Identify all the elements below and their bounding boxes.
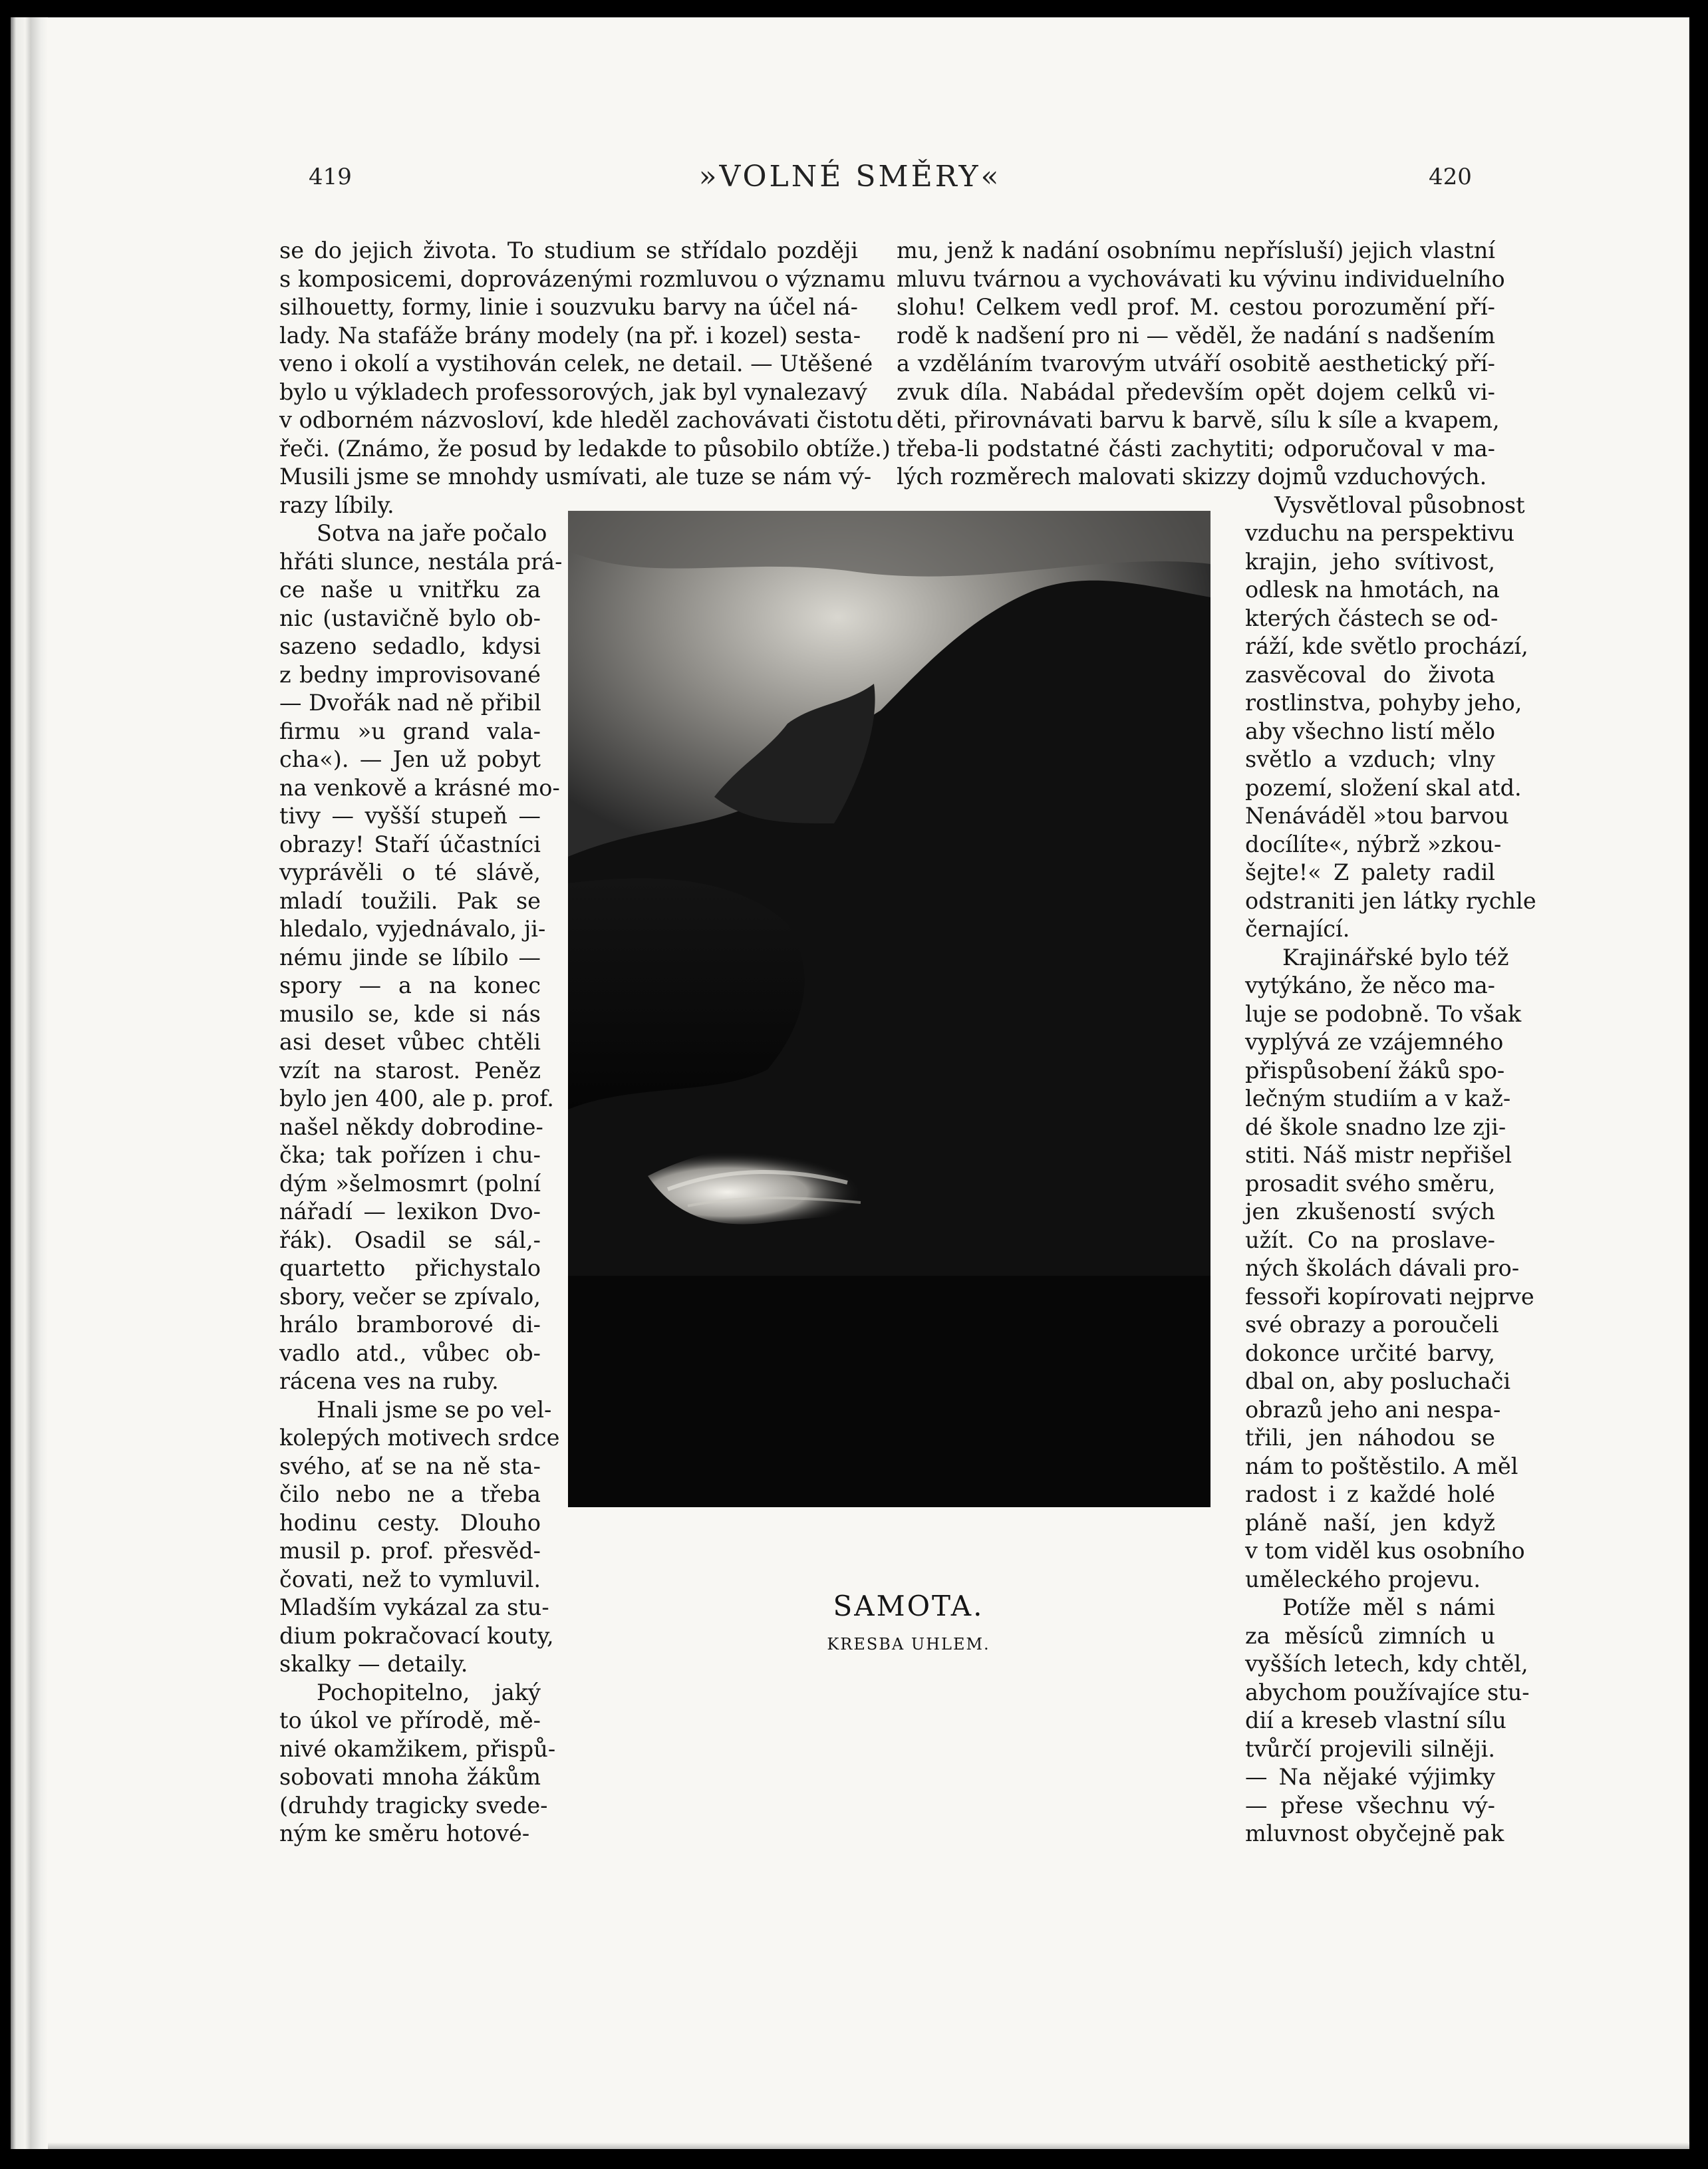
text-line: tvůrčí projevili silněji. — [1245, 1735, 1495, 1762]
text-line: stiti. Náš mistr nepřišel — [1245, 1142, 1512, 1168]
text-line: rostlinstva, pohyby jeho, — [1245, 690, 1522, 716]
text-line: odstraniti jen látky rychle — [1245, 887, 1536, 914]
page-number-left: 419 — [309, 164, 352, 190]
text-line: dé škole snadno lze zji- — [1245, 1113, 1506, 1140]
text-line: Vysvětloval působnost — [1274, 492, 1525, 518]
text-line: Sotva na jaře počalo — [317, 520, 547, 546]
text-line: zvuk díla. Nabádal především opět dojem celků vi- — [897, 378, 1495, 405]
text-line: mu, jenž k nadání osobnímu nepřísluší) jejich vlastní — [897, 237, 1495, 263]
text-line: řeči. (Známo, že posud by ledakde to působilo obtíže.) — [279, 435, 891, 462]
text-line: firmu »u grand vala- — [279, 718, 541, 744]
text-line: ráží, kde světlo prochází, — [1245, 633, 1528, 659]
text-line: Mladším vykázal za stu- — [279, 1594, 549, 1620]
text-line: děti, přirovnávati barvu k barvě, sílu k síle a kvapem, — [897, 407, 1500, 433]
text-line: Krajinářské bylo též — [1282, 944, 1509, 970]
text-line: pláně naší, jen když — [1245, 1509, 1495, 1536]
text-line: sazeno sedadlo, kdysi — [279, 633, 541, 659]
text-line: na venkově a krásné mo- — [279, 774, 560, 801]
text-line: šejte!« Z palety radil — [1245, 859, 1495, 885]
text-line: — Na nějaké výjimky — [1245, 1764, 1495, 1790]
text-line: mladí toužili. Pak se — [279, 887, 541, 914]
text-line: a vzděláním tvarovým utváří osobitě aesthetický pří- — [897, 351, 1495, 376]
text-line: odlesk na hmotách, na — [1245, 577, 1500, 603]
page — [11, 17, 1689, 2149]
caption-title: SAMOTA. — [833, 1590, 984, 1622]
text-line: bylo u výkladech professorových, jak byl vynalezavý — [279, 378, 867, 405]
text-line: prosadit svého směru, — [1245, 1170, 1496, 1197]
caption-subtitle: KRESBA UHLEM. — [827, 1635, 990, 1654]
text-line: kolepých motivech srdce — [279, 1425, 560, 1451]
text-line: razy líbily. — [279, 492, 394, 518]
text-line: dým »šelmosmrt (polní — [279, 1170, 541, 1197]
text-line: docílíte«, nýbrž »zkou- — [1245, 831, 1502, 857]
text-line: svého, ať se na ně sta- — [279, 1453, 541, 1479]
text-line: (druhdy tragicky svede- — [279, 1792, 548, 1818]
text-line: užít. Co na proslave- — [1245, 1227, 1495, 1253]
text-line: spory — a na konec — [279, 972, 541, 998]
text-line: Musili jsme se mnohdy usmívati, ale tuze se nám vý- — [279, 464, 872, 490]
text-line: s komposicemi, doprovázenými rozmluvou o významu — [279, 265, 886, 292]
text-line: vyšších letech, kdy chtěl, — [1245, 1651, 1528, 1677]
text-line: Hnali jsme se po vel- — [317, 1396, 552, 1423]
text-line: kterých částech se od- — [1245, 605, 1498, 631]
text-line: veno i okolí a vystihován celek, ne detail. — Utěšené — [279, 351, 873, 376]
text-line: své obrazy a poroučeli — [1245, 1312, 1499, 1338]
text-line: za měsíců zimních u — [1245, 1622, 1495, 1649]
text-line: ných školách dávali pro- — [1245, 1255, 1520, 1281]
text-line: nivé okamžikem, přispů- — [279, 1735, 556, 1762]
text-line: čilo nebo ne a třeba — [279, 1481, 541, 1507]
text-line: to úkol ve přírodě, mě- — [279, 1707, 541, 1733]
running-title: »VOLNÉ SMĚRY« — [698, 160, 1002, 194]
text-line: vyplývá ze vzájemného — [1245, 1029, 1504, 1055]
text-line: jen zkušeností svých — [1245, 1199, 1495, 1225]
text-line: třili, jen náhodou se — [1245, 1425, 1495, 1451]
text-line: dií a kreseb vlastní sílu — [1245, 1707, 1506, 1733]
text-line: slohu! Celkem vedl prof. M. cestou porozumění pří- — [897, 294, 1495, 320]
text-line: vzít na starost. Peněz — [279, 1057, 541, 1084]
text-line: abychom používajíce stu- — [1245, 1679, 1530, 1705]
text-line: luje se podobně. To však — [1245, 1000, 1522, 1027]
text-line: přispůsobení žáků spo- — [1245, 1057, 1505, 1084]
text-line: vytýkáno, že něco ma- — [1245, 972, 1495, 998]
text-line: tivy — vyšší stupeň — — [279, 803, 541, 829]
text-line: vyprávěli o té slávě, — [279, 859, 541, 885]
text-line: — Dvořák nad ně přibil — [279, 690, 541, 716]
text-line: světlo a vzduch; vlny — [1245, 746, 1495, 772]
text-line: vzduchu na perspektivu — [1245, 520, 1515, 546]
text-line: obrazy! Staří účastníci — [279, 831, 541, 857]
text-line: quartetto přichystalo — [279, 1255, 541, 1281]
page-number-right: 420 — [1429, 164, 1472, 190]
text-line: zasvěcoval do života — [1245, 661, 1495, 688]
text-line: lých rozměrech malovati skizzy dojmů vzduchových. — [897, 464, 1487, 490]
text-line: silhouetty, formy, linie i souzvuku barvy na účel ná- — [279, 294, 858, 320]
text-line: rodě k nadšení pro ni — věděl, že nadání s nadšením — [897, 322, 1495, 349]
text-line: — přese všechnu vý- — [1245, 1792, 1495, 1818]
text-line: našel někdy dobrodine- — [279, 1113, 543, 1140]
text-line: dbal on, aby posluchači — [1245, 1368, 1511, 1394]
text-line: sobovati mnoha žákům — [279, 1764, 541, 1790]
text-line: lečným studiím a v kaž- — [1245, 1085, 1511, 1111]
text-line: aby všechno listí mělo — [1245, 718, 1495, 744]
text-line: cha«). — Jen už pobyt — [279, 746, 541, 772]
text-line: nám to poštěstilo. A měl — [1245, 1453, 1518, 1479]
text-line: radost i z každé holé — [1245, 1481, 1495, 1507]
text-line: Nenáváděl »tou barvou — [1245, 803, 1509, 829]
text-line: nářadí — lexikon Dvo- — [279, 1199, 541, 1225]
text-line: řák). Osadil se sál,- — [279, 1227, 541, 1253]
binding-edge — [11, 17, 48, 2149]
text-line: skalky — detaily. — [279, 1651, 468, 1677]
text-line: v odborném názvosloví, kde hleděl zachovávati čistotu — [279, 407, 893, 433]
text-line: bylo jen 400, ale p. prof. — [279, 1085, 554, 1111]
text-line: hodinu cesty. Dlouho — [279, 1509, 541, 1536]
text-line: ným ke směru hotové- — [279, 1820, 530, 1846]
text-line: třeba-li podstatné části zachytiti; odporučoval v ma- — [897, 435, 1495, 462]
text-line: rácena ves na ruby. — [279, 1368, 499, 1394]
text-line: fessoři kopírovati nejprve — [1245, 1283, 1534, 1310]
text-line: dium pokračovací kouty, — [279, 1622, 554, 1649]
text-line: pozemí, složení skal atd. — [1245, 774, 1522, 801]
text-line: Potíže měl s námi — [1282, 1594, 1495, 1620]
text-line: mluvu tvárnou a vychovávati ku vývinu individuelního — [897, 265, 1505, 292]
text-line: hřáti slunce, nestála prá- — [279, 548, 563, 575]
text-line: mluvnost obyčejně pak — [1245, 1820, 1504, 1846]
text-line: musilo se, kde si nás — [279, 1000, 541, 1027]
text-line: z bedny improvisované — [279, 661, 541, 688]
text-line: ce naše u vnitřku za — [279, 577, 541, 603]
text-line: čka; tak pořízen i chu- — [279, 1142, 541, 1168]
text-line: asi deset vůbec chtěli — [279, 1029, 541, 1055]
text-line: nic (ustavičně bylo ob- — [279, 605, 541, 631]
text-line: se do jejich života. To studium se střídalo později — [279, 237, 858, 263]
text-line: krajin, jeho svítivost, — [1245, 548, 1495, 575]
text-line: obrazů jeho ani nespa- — [1245, 1396, 1501, 1423]
text-line: dokonce určité barvy, — [1245, 1340, 1495, 1366]
text-line: nému jinde se líbilo — — [279, 944, 541, 970]
page-bottom-edge — [48, 2142, 1689, 2149]
text-line: černající. — [1245, 916, 1350, 942]
text-line: čovati, než to vymluvil. — [279, 1566, 541, 1592]
text-line: musil p. prof. přesvěd- — [279, 1538, 541, 1564]
figure-caption — [795, 1590, 1022, 1654]
text-line: hrálo bramborové di- — [279, 1312, 541, 1338]
text-line: hledalo, vyjednávalo, ji- — [279, 916, 546, 942]
text-line: v tom viděl kus osobního — [1245, 1538, 1525, 1564]
landscape-drawing — [568, 511, 1210, 1507]
text-line: uměleckého projevu. — [1245, 1566, 1481, 1592]
charcoal-drawing-figure — [568, 511, 1210, 1507]
text-line: Pochopitelno, jaký — [317, 1679, 541, 1705]
text-line: sbory, večer se zpívalo, — [279, 1283, 541, 1310]
text-line: vadlo atd., vůbec ob- — [279, 1340, 541, 1366]
text-line: lady. Na stafáže brány modely (na př. i kozel) sesta- — [279, 322, 861, 349]
